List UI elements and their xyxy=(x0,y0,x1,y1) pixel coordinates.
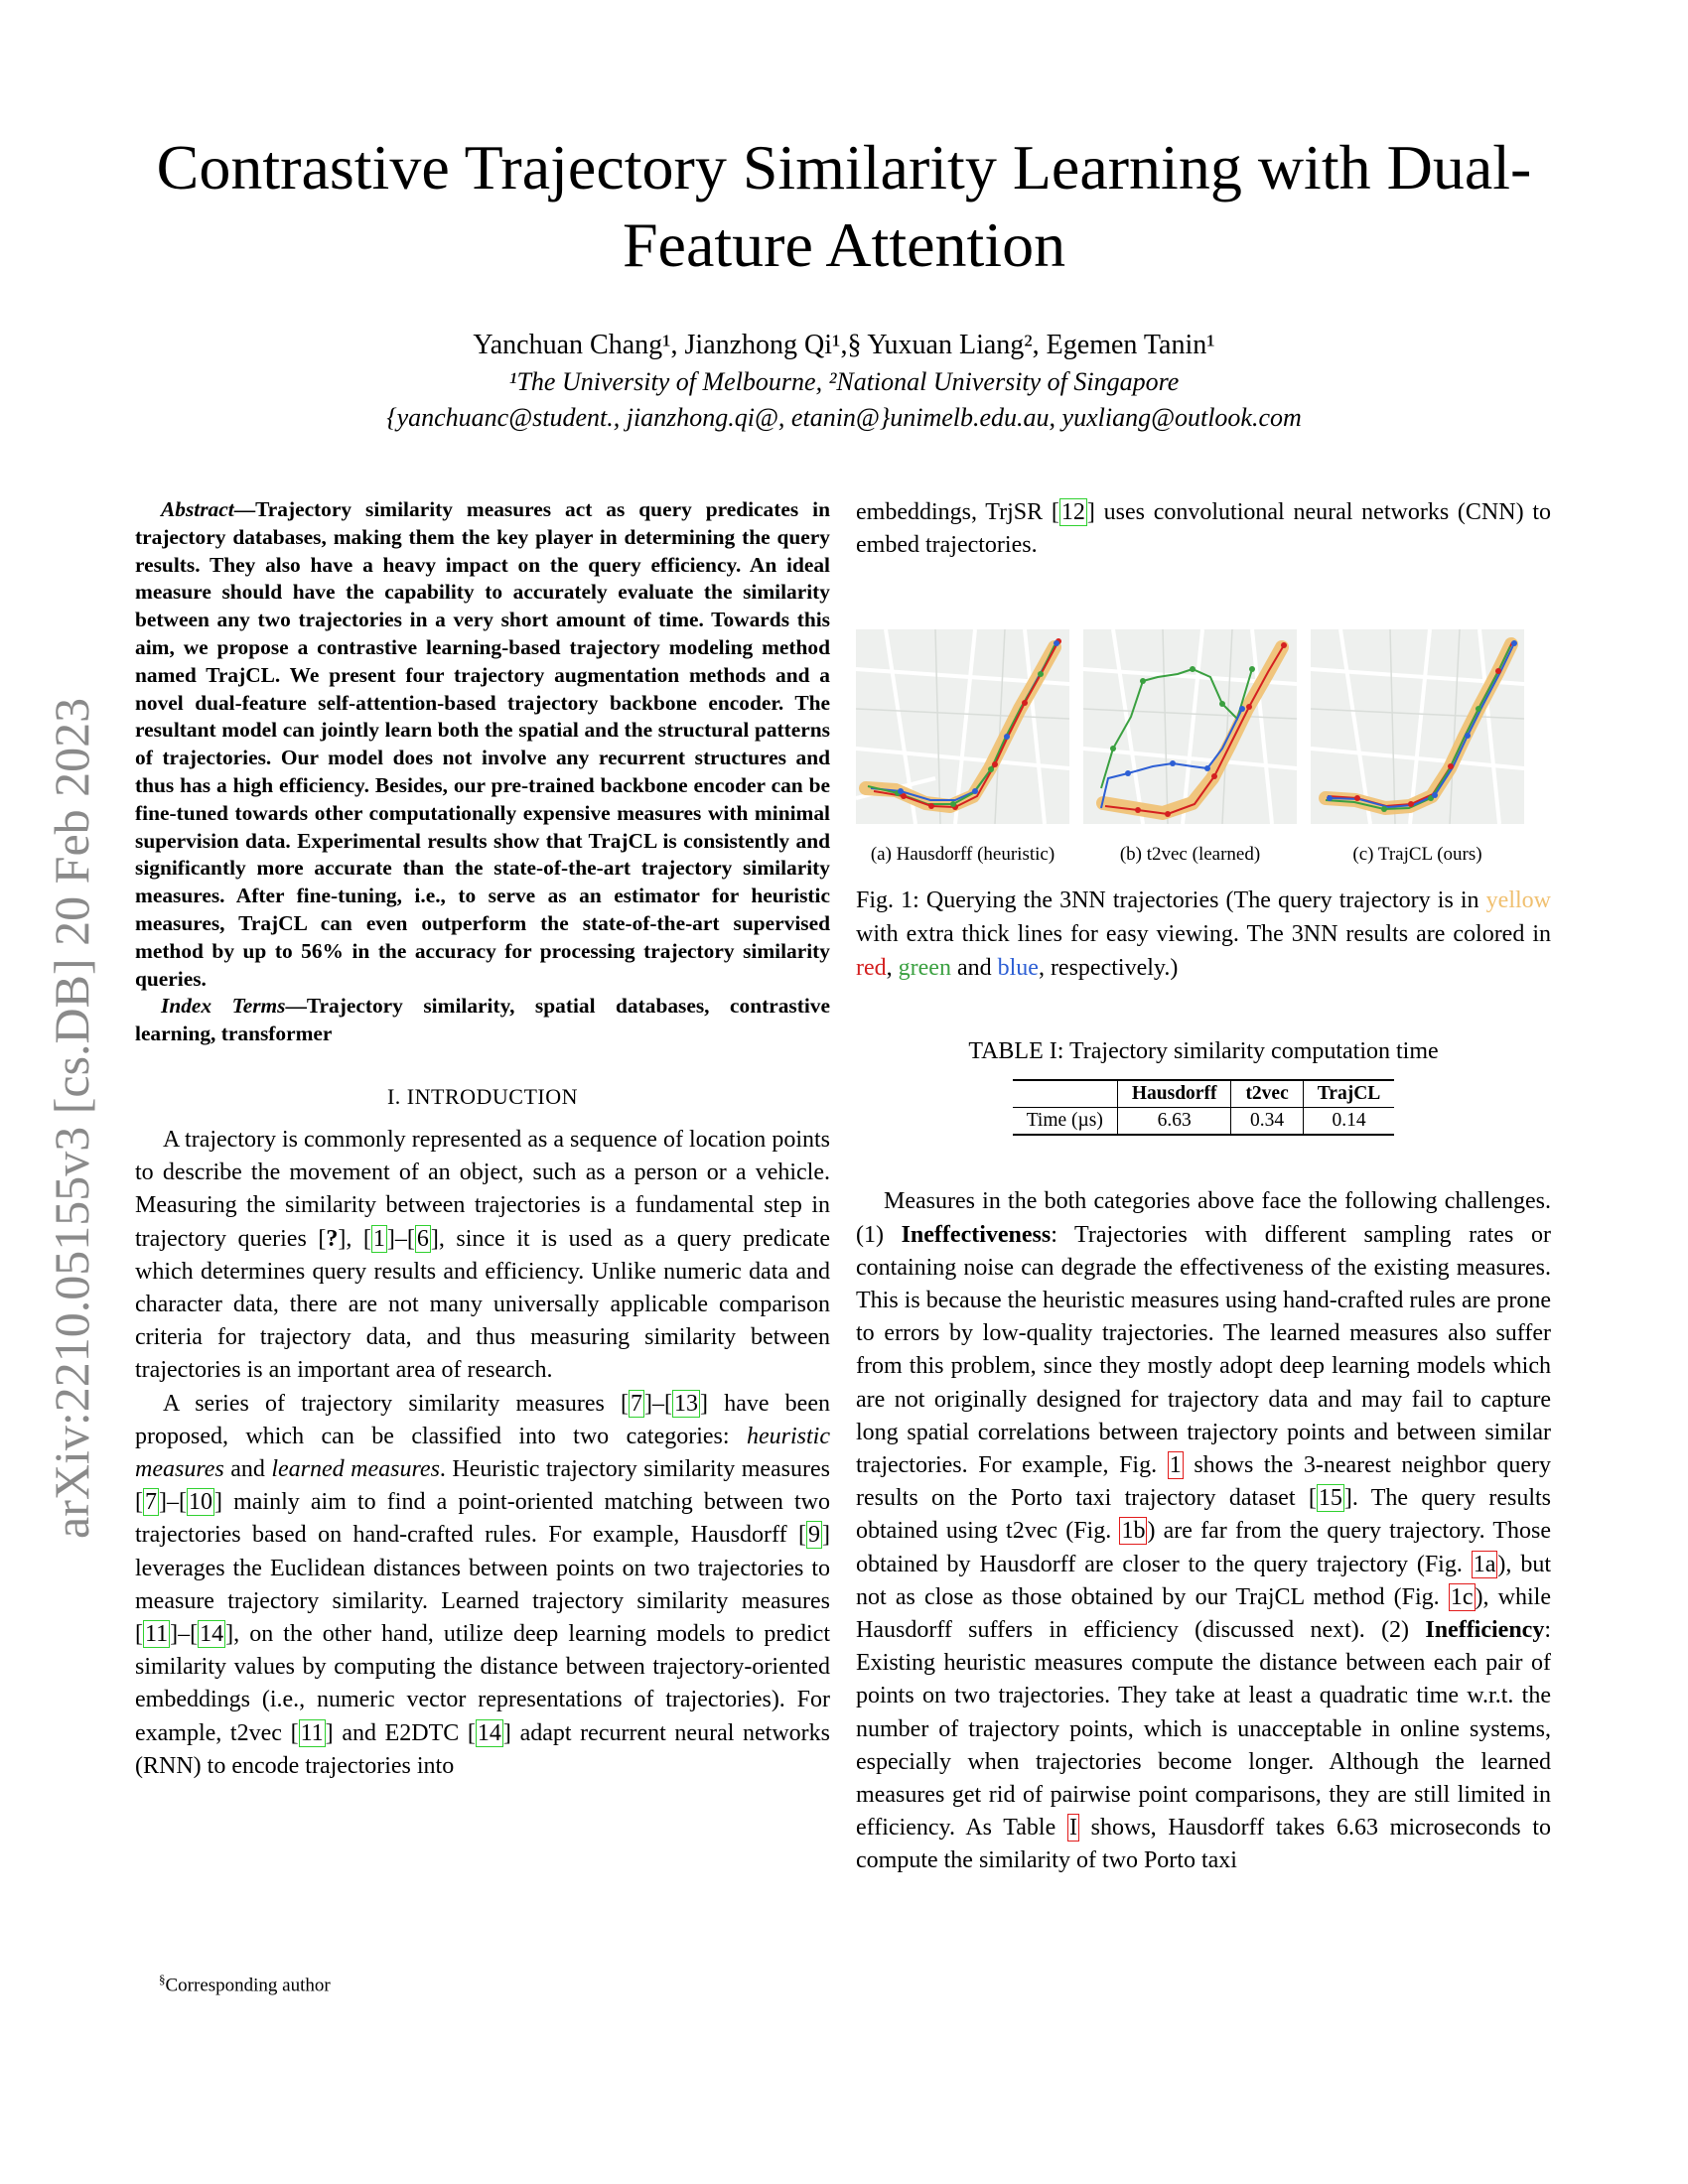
figure-link[interactable]: 1 xyxy=(1169,1452,1182,1479)
citation-link[interactable]: 12 xyxy=(1060,499,1085,525)
table-cell: 6.63 xyxy=(1117,1108,1231,1136)
citation-link[interactable]: 7 xyxy=(145,1489,157,1516)
author-emails: {yanchuanc@student., jianzhong.qi@, etanin@}unimelb.edu.au, yuxliang@outlook.com xyxy=(386,403,1302,432)
term-learned: learned measures xyxy=(271,1455,440,1482)
figure-subcaption-b: (b) t2vec (learned) xyxy=(1119,844,1261,866)
text: Fig. 1: Querying the 3NN trajectories (The query trajectory is in xyxy=(856,887,1486,914)
citation-link[interactable]: 13 xyxy=(674,1390,698,1417)
figure-link[interactable]: 1b xyxy=(1121,1518,1146,1545)
text: ], xyxy=(338,1225,363,1252)
figure-1 xyxy=(856,629,1551,866)
figure-panel-a xyxy=(856,629,1069,866)
text: . Heuristic trajectory similarity measures xyxy=(439,1455,830,1482)
footnote-mark: § xyxy=(159,1972,166,1986)
text: ) are far from the query trajectory. Those obtained by Hausdorff are closer to the query trajectory (Fig. xyxy=(856,1518,1551,1577)
citation-link[interactable]: 1 xyxy=(372,1225,385,1252)
text: A trajectory is commonly represented as a sequence of location points to describe the movement of an object, such as a person or a vehicle. Measuring the similarity between trajectories is a fundamental step in trajectory queries [ xyxy=(135,1126,830,1252)
map-trajcl xyxy=(1311,629,1524,824)
citation-link[interactable]: 7 xyxy=(631,1390,643,1417)
citation-link[interactable]: 11 xyxy=(145,1620,169,1647)
computation-time-table xyxy=(1013,1079,1395,1136)
text: . The query results obtained using t2vec (Fig. xyxy=(856,1485,1552,1545)
text: ), while Hausdorff suffers in efficiency (discussed next). (2) xyxy=(856,1583,1552,1644)
table-header-cell: Hausdorff xyxy=(1117,1080,1231,1108)
text: : Existing heuristic measures compute the distance between each pair of points on two trajectories. They take at least a quadratic time w.r.t. the number of trajectory points, which is unacceptable in online systems, especially when trajectories become longer. Although the learned measures get rid of pairwise point comparisons, they are still limited in efficiency. As Table xyxy=(856,1617,1551,1842)
table-cell: 0.34 xyxy=(1231,1108,1303,1136)
color-word-green: green xyxy=(898,955,951,982)
figure-panel-b xyxy=(1083,629,1297,866)
color-word-blue: blue xyxy=(997,955,1039,982)
table-row-label: Time (µs) xyxy=(1026,1110,1103,1132)
citation-link[interactable]: 11 xyxy=(300,1719,324,1746)
text: , on the other hand, utilize deep learning models to predict similarity values by computing the distance between trajectory-oriented embeddings (i.e., numeric vector representations of trajectories). For example, t2vec xyxy=(135,1620,830,1746)
table-row xyxy=(1013,1108,1395,1136)
text: , xyxy=(886,955,899,982)
text: and xyxy=(223,1455,272,1482)
table-cell: 0.14 xyxy=(1303,1108,1394,1136)
table-link[interactable]: I xyxy=(1068,1815,1077,1842)
paper-title: Contrastive Trajectory Similarity Learning with Dual-Feature Attention xyxy=(156,132,1532,280)
right-top-paragraph: embeddings, TrjSR [12] uses convolutional neural networks (CNN) to embed trajectories. xyxy=(856,499,1551,559)
author-list: Yanchuan Chang¹, Jianzhong Qi¹,§ Yuxuan Liang², Egemen Tanin¹ xyxy=(473,330,1215,360)
figure-caption xyxy=(856,884,1551,985)
term-inefficiency: Inefficiency xyxy=(1425,1617,1545,1644)
text: , respectively.) xyxy=(1038,955,1179,982)
footnote-text: Corresponding author xyxy=(165,1975,331,1996)
arxiv-identifier: arXiv:2210.05155v3 [cs.DB] 20 Feb 2023 xyxy=(44,697,99,1539)
text: adapt recurrent neural networks (RNN) to encode trajectories into xyxy=(135,1719,831,1779)
right-column xyxy=(856,496,1551,1878)
text: Measures in the both categories above face the following challenges. (1) xyxy=(856,1188,1551,1248)
index-terms-text: —Trajectory similarity, spatial databases, contrastive learning, transformer xyxy=(135,994,830,1046)
text: A series of trajectory similarity measures xyxy=(163,1390,622,1417)
figure-subcaption-a: (a) Hausdorff (heuristic) xyxy=(870,844,1055,866)
citation-link[interactable]: 14 xyxy=(477,1719,501,1746)
footnote xyxy=(159,1972,331,1996)
citation-link[interactable]: 10 xyxy=(188,1489,212,1516)
text: leverages the Euclidean distances between points on two trajectories to measure trajectory similarity. Learned trajectory similarity measures xyxy=(135,1555,830,1614)
table-caption: TABLE I: Trajectory similarity computation time xyxy=(968,1038,1439,1065)
index-terms-label: Index Terms xyxy=(161,994,286,1019)
text: : Trajectories with different sampling rates or containing noise can degrade the effectiveness of the existing measures. This is because the heuristic measures using hand-crafted rules are prone to errors by low-quality trajectories. The learned measures also suffer from this problem, since they mostly adopt deep learning models which are not originally designed for trajectory data and may fail to capture long spatial correlations between trajectory points and between similar trajectories. For example, Fig. xyxy=(856,1221,1551,1479)
section-heading-introduction: I. INTRODUCTION xyxy=(386,1083,579,1109)
figure-panel-c xyxy=(1311,629,1524,866)
left-column xyxy=(135,496,830,1783)
figure-link[interactable]: 1c xyxy=(1450,1583,1474,1610)
intro-paragraph-1: A trajectory is commonly represented as a sequence of location points to describe the movement of an object, such as a person or a vehicle. Measuring the similarity between trajectories is a fundamental step in trajectory queries [?], [1]–[6], since it is used as a query predicate which determines query results and efficiency. Unlike numeric data and character data, there are not many universally applicable comparison criteria for trajectory data, and thus measuring similarity between trajectories is an important area of research. xyxy=(135,1126,831,1384)
text: shows, Hausdorff takes 6.63 microseconds to compute the similarity of two Porto taxi xyxy=(856,1815,1552,1874)
citation-link[interactable]: 15 xyxy=(1318,1485,1342,1512)
figure-link[interactable]: 1a xyxy=(1473,1551,1496,1577)
affiliations: ¹The University of Melbourne, ²National University of Singapore xyxy=(508,367,1180,396)
abstract-text: —Trajectory similarity measures act as query predicates in trajectory databases, making them the key player in determining the query results. They also have a heavy impact on the query efficiency. An ideal measure should have the capability to accurately evaluate the similarity between any two trajectories in a very short amount of time. Towards this aim, we propose a contrastive learning-based trajectory modeling method named TrajCL. We present four trajectory augmentation methods and a novel dual-feature self-attention-based trajectory backbone encoder. The resultant model can jointly learn both the spatial and the structural patterns of trajectories. Our model does not involve any recurrent structures and thus has a high efficiency. Besides, our pre-trained backbone encoder can be fine-tuned towards other computationally expensive measures with minimal supervision data. Experimental results show that TrajCL is consistently and significantly more accurate than the state-of-the-art trajectory similarity measures. After fine-tuning, i.e., to serve as an estimator for heuristic measures, TrajCL can even outperform the state-of-the-art supervised method by up to 56% in the accuracy for processing trajectory similarity queries. xyxy=(135,497,830,991)
color-word-yellow: yellow xyxy=(1485,887,1551,914)
text: and xyxy=(950,955,998,982)
table-header-cell: t2vec xyxy=(1231,1080,1303,1108)
index-terms xyxy=(135,993,830,1048)
map-hausdorff xyxy=(856,629,1069,824)
citation-link[interactable]: 9 xyxy=(808,1522,820,1549)
table-header-cell: TrajCL xyxy=(1303,1080,1394,1108)
citation-unknown: ? xyxy=(326,1225,339,1252)
text: , since it is used as a query predicate which determines query results and efficiency. Unlike numeric data and character data, there are not many universally applicable comparison criteria for trajectory data, and thus measuring similarity between trajectories is an important area of research. xyxy=(135,1225,831,1384)
color-word-red: red xyxy=(856,955,887,982)
text: and E2DTC xyxy=(333,1719,468,1746)
table-header-cell xyxy=(1013,1080,1118,1108)
figure-subcaption-c: (c) TrajCL (ours) xyxy=(1352,844,1482,866)
abstract xyxy=(135,496,830,993)
citation-link[interactable]: 14 xyxy=(200,1620,224,1647)
intro-paragraph-2: A series of trajectory similarity measures [7]–[13] have been proposed, which can be classified into two categories: heuristic measures and learned measures. Heuristic trajectory similarity measures [7]–[10] mainly aim to find a point-oriented matching between two trajectories based on hand-crafted rules. For example, Hausdorff [9] leverages the Euclidean distances between points on two trajectories to measure trajectory similarity. Learned trajectory similarity measures [11]–[14], on the other hand, utilize deep learning models to predict similarity values by computing the distance between trajectory-oriented embeddings (i.e., numeric vector representations of trajectories). For example, t2vec [11] and E2DTC [14] adapt recurrent neural networks (RNN) to encode trajectories into xyxy=(135,1390,831,1779)
text: mainly aim to find a point-oriented matching between two trajectories based on hand-crafted rules. For example, Hausdorff xyxy=(135,1489,830,1549)
term-heuristic: heuristic measures xyxy=(135,1423,830,1482)
text: shows the 3-nearest neighbor query results on the Porto taxi trajectory dataset xyxy=(856,1452,1551,1512)
abstract-label: Abstract xyxy=(161,497,234,521)
text: ), but not as close as those obtained by our TrajCL method (Fig. xyxy=(856,1551,1551,1610)
term-ineffectiveness: Ineffectiveness xyxy=(901,1221,1052,1248)
text: with extra thick lines for easy viewing. The 3NN results are colored in xyxy=(856,921,1551,948)
text: uses convolutional neural networks (CNN) to embed trajectories. xyxy=(856,499,1551,559)
map-t2vec xyxy=(1083,629,1297,824)
right-body-paragraph: Measures in the both categories above face the following challenges. (1) Ineffectiveness: Trajectories with different sampling rates or containing noise can degrade the effectiveness of the existing measures. This is because the heuristic measures using hand-crafted rules are prone to errors by low-quality trajectories. The learned measures also suffer from this problem, since they mostly adopt deep learning models which are not originally designed for trajectory data and may fail to capture long spatial correlations between trajectory points and between similar trajectories. For example, Fig. 1 shows the 3-nearest neighbor query results on the Porto taxi trajectory dataset [15]. The query results obtained using t2vec (Fig. 1b) are far from the query trajectory. Those obtained by Hausdorff are closer to the query trajectory (Fig. 1a), but not as close as those obtained by our TrajCL method (Fig. 1c), while Hausdorff suffers in efficiency (discussed next). (2) Inefficiency: Existing heuristic measures compute the distance between each pair of points on two trajectories. They take at least a quadratic time w.r.t. the number of trajectory points, which is unacceptable in online systems, especially when trajectories become longer. Although the learned measures get rid of pairwise point comparisons, they are still limited in efficiency. As Table I shows, Hausdorff takes 6.63 microseconds to compute the similarity of two Porto taxi xyxy=(856,1188,1552,1874)
text: have been proposed, which can be classified into two categories: xyxy=(135,1390,830,1449)
table-header-row xyxy=(1013,1080,1395,1108)
citation-link[interactable]: 6 xyxy=(416,1225,429,1252)
text: embeddings, TrjSR xyxy=(856,499,1052,525)
